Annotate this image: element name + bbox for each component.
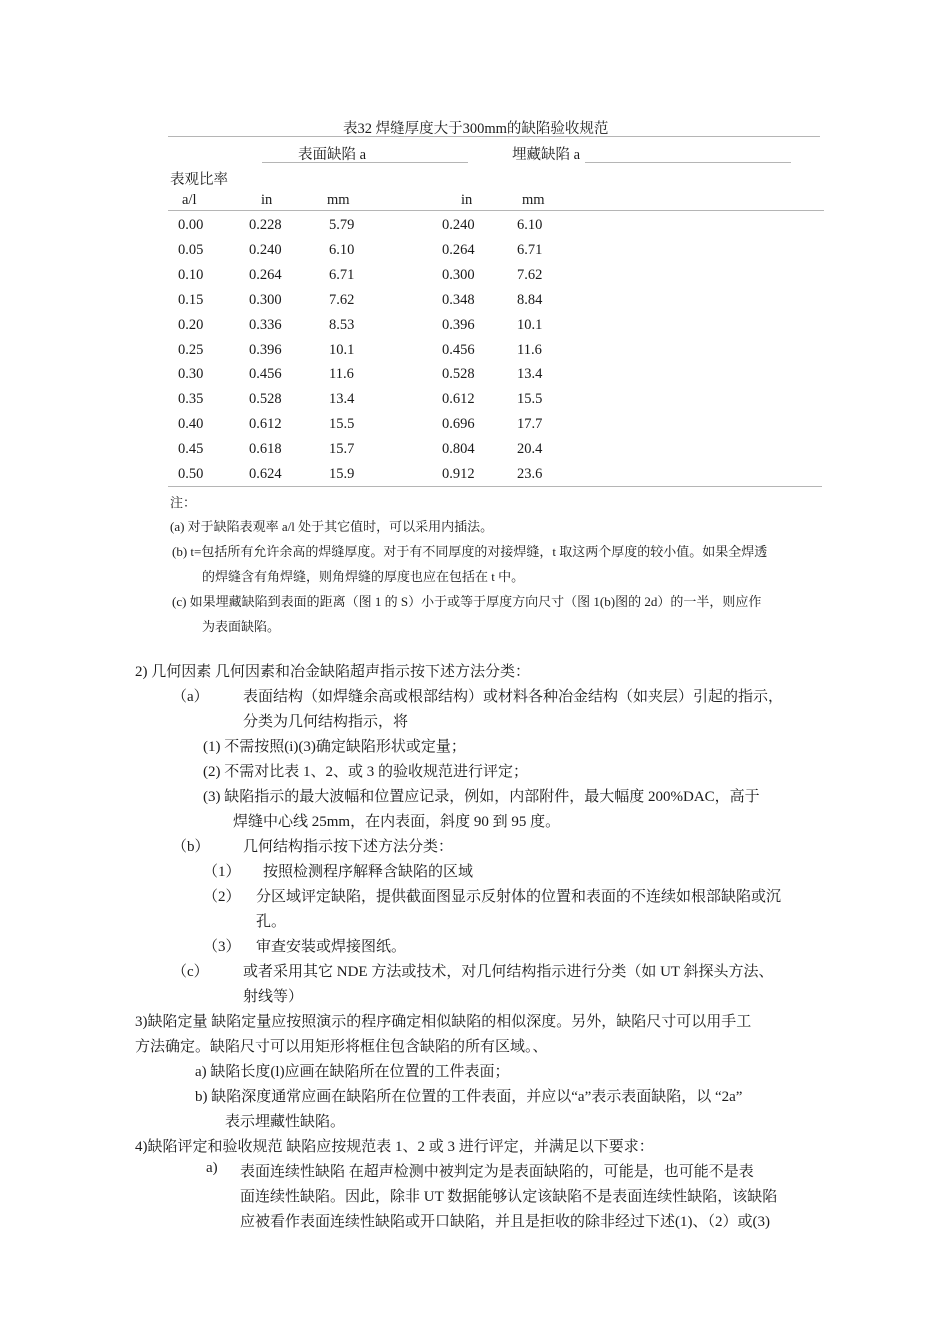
cell-mm-surface: 11.6: [329, 366, 354, 383]
note-b-line1: (b) t=包括所有允许余高的焊缝厚度。对于有不同厚度的对接焊缝，t 取这两个厚度的较小值。如果全焊透: [172, 544, 768, 559]
item-b-sub2-line1: 分区域评定缺陷，提供截面图显示反射体的位置和表面的不连续如根部缺陷或沉: [256, 889, 782, 905]
group-rule-buried: [585, 162, 791, 163]
note-c-line1: (c) 如果埋藏缺陷到表面的距离（图 1 的 S）小于或等于厚度方向尺寸（图 1(b)图的 2d）的一半，则应作: [172, 594, 762, 609]
cell-in-buried: 0.612: [442, 391, 475, 408]
item-a-sub3-line1: (3) 缺陷指示的最大波幅和位置应记录，例如，内部附件，最大幅度 200%DAC，高于: [203, 789, 760, 805]
item-b-sub3-text: 审查安装或焊接图纸。: [256, 939, 407, 955]
cell-in-surface: 0.528: [249, 391, 282, 408]
cell-mm-surface: 15.5: [329, 416, 355, 433]
cell-ratio: 0.15: [178, 291, 204, 308]
cell-mm-surface: 6.10: [329, 241, 355, 258]
cell-in-surface: 0.228: [249, 217, 282, 233]
cell-in-surface: 0.300: [249, 291, 282, 308]
cell-in-surface: 0.240: [249, 241, 282, 258]
cell-in-buried: 0.348: [442, 291, 475, 308]
cell-mm-surface: 10.1: [329, 341, 355, 358]
cell-in-surface: 0.618: [249, 441, 282, 458]
notes-label: 注：: [170, 495, 197, 510]
item-a-line1: 表面结构（如焊缝余高或根部结构）或材料各种冶金结构（如夹层）引起的指示，: [243, 689, 784, 705]
cell-mm-buried: 10.1: [517, 316, 543, 333]
section-4-item-a-line3: 应被看作表面连续性缺陷或开口缺陷，并且是拒收的除非经过下述(1)、（2）或(3): [240, 1214, 770, 1230]
item-a-mark: （a）: [172, 689, 209, 705]
note-b-line2: 的焊缝含有角焊缝，则角焊缝的厚度也应在包括在 t 中。: [202, 569, 525, 584]
table-title: 表32 焊缝厚度大于300mm的缺陷验收规范: [343, 121, 609, 137]
col-header-in-buried: in: [461, 192, 473, 208]
cell-in-buried: 0.528: [442, 366, 475, 383]
cell-mm-buried: 17.7: [517, 416, 543, 433]
section-4-item-a-mark: a): [206, 1160, 218, 1176]
item-c-line2: 射线等）: [243, 989, 304, 1005]
item-b-sub2-line2: 孔。: [256, 914, 287, 930]
cell-mm-surface: 15.9: [329, 466, 355, 482]
section-2-heading: 2) 几何因素 几何因素和冶金缺陷超声指示按下述方法分类：: [135, 664, 530, 680]
cell-in-buried: 0.396: [442, 316, 475, 333]
table-bottom-rule: [168, 486, 822, 487]
cell-in-surface: 0.396: [249, 341, 282, 358]
cell-ratio: 0.10: [178, 266, 204, 283]
cell-mm-buried: 23.6: [517, 466, 543, 482]
item-b-sub1-mark: （1）: [203, 864, 241, 880]
cell-mm-surface: 8.53: [329, 316, 355, 333]
cell-ratio: 0.20: [178, 316, 204, 333]
group-rule-surface: [262, 162, 468, 163]
cell-ratio: 0.30: [178, 366, 204, 383]
cell-in-buried: 0.804: [442, 441, 475, 458]
cell-ratio: 0.50: [178, 466, 204, 482]
section-3-line2: 方法确定。缺陷尺寸可以用矩形将框住包含缺陷的所有区域。、: [135, 1039, 548, 1055]
cell-in-surface: 0.612: [249, 416, 282, 433]
col-header-ratio: a/l: [182, 192, 197, 208]
cell-mm-surface: 13.4: [329, 391, 355, 408]
section-3-item-b-line1: b) 缺陷深度通常应画在缺陷所在位置的工件表面，并应以“a”表示表面缺陷，以 “2a”: [195, 1089, 743, 1105]
cell-in-buried: 0.240: [442, 217, 475, 233]
cell-in-surface: 0.624: [249, 466, 282, 482]
item-c-line1: 或者采用其它 NDE 方法或技术，对几何结构指示进行分类（如 UT 斜探头方法、: [243, 964, 774, 980]
section-3-line1: 3)缺陷定量 缺陷定量应按照演示的程序确定相似缺陷的相似深度。另外，缺陷尺寸可以用手工: [135, 1014, 752, 1030]
item-a-sub3-line2: 焊缝中心线 25mm，在内表面，斜度 90 到 95 度。: [233, 814, 561, 830]
cell-ratio: 0.05: [178, 241, 204, 258]
cell-mm-buried: 11.6: [517, 341, 542, 358]
cell-mm-surface: 7.62: [329, 291, 355, 308]
cell-in-buried: 0.696: [442, 416, 475, 433]
cell-mm-buried: 6.71: [517, 241, 543, 258]
cell-mm-buried: 13.4: [517, 366, 543, 383]
cell-in-buried: 0.912: [442, 466, 475, 482]
item-c-mark: （c）: [172, 964, 209, 980]
item-b-mark: （b）: [172, 839, 210, 855]
col-header-in-surface: in: [261, 192, 273, 208]
note-c-line2: 为表面缺陷。: [202, 619, 281, 634]
cell-mm-buried: 7.62: [517, 266, 543, 283]
cell-ratio: 0.35: [178, 391, 204, 408]
section-4-item-a-line1: 表面连续性缺陷 在超声检测中被判定为是表面缺陷的，可能是，也可能不是表: [240, 1164, 754, 1180]
item-b-sub3-mark: （3）: [203, 939, 241, 955]
item-b-sub2-mark: （2）: [203, 889, 241, 905]
cell-in-buried: 0.300: [442, 266, 475, 283]
section-3-item-a: a) 缺陷长度(l)应画在缺陷所在位置的工件表面；: [195, 1064, 510, 1080]
item-a-sub1: (1) 不需按照(i)(3)确定缺陷形状或定量；: [203, 739, 466, 755]
cell-mm-surface: 6.71: [329, 266, 355, 283]
item-a-sub2: (2) 不需对比表 1、2、或 3 的验收规范进行评定；: [203, 764, 528, 780]
cell-mm-buried: 15.5: [517, 391, 543, 408]
note-a: (a) 对于缺陷表观率 a/l 处于其它值时，可以采用内插法。: [170, 519, 494, 534]
cell-in-surface: 0.456: [249, 366, 282, 383]
cell-mm-surface: 15.7: [329, 441, 355, 458]
cell-ratio: 0.40: [178, 416, 204, 433]
cell-mm-buried: 8.84: [517, 291, 543, 308]
section-3-item-b-line2: 表示埋藏性缺陷。: [225, 1114, 346, 1130]
ratio-header: 表观比率: [170, 172, 228, 188]
group-header-surface: 表面缺陷 a: [298, 147, 367, 163]
cell-ratio: 0.45: [178, 441, 204, 458]
table-top-rule: [168, 136, 820, 137]
cell-in-surface: 0.264: [249, 266, 282, 283]
cell-mm-buried: 20.4: [517, 441, 543, 458]
cell-mm-surface: 5.79: [329, 217, 355, 233]
header-rule: [168, 210, 824, 211]
cell-mm-buried: 6.10: [517, 217, 543, 233]
col-header-mm-buried: mm: [522, 192, 545, 208]
item-a-line2: 分类为几何结构指示，将: [243, 714, 409, 730]
cell-in-buried: 0.456: [442, 341, 475, 358]
section-4-heading: 4)缺陷评定和验收规范 缺陷应按规范表 1、2 或 3 进行评定，并满足以下要求：: [135, 1139, 654, 1155]
cell-in-surface: 0.336: [249, 316, 282, 333]
cell-ratio: 0.25: [178, 341, 204, 358]
group-header-buried: 埋藏缺陷 a: [512, 147, 581, 163]
cell-ratio: 0.00: [178, 217, 204, 233]
item-b-text: 几何结构指示按下述方法分类：: [243, 839, 454, 855]
cell-in-buried: 0.264: [442, 241, 475, 258]
item-b-sub1-text: 按照检测程序解释含缺陷的区域: [263, 864, 474, 880]
section-4-item-a-line2: 面连续性缺陷。因此，除非 UT 数据能够认定该缺陷不是表面连续性缺陷，该缺陷: [240, 1189, 778, 1205]
col-header-mm-surface: mm: [327, 192, 350, 208]
